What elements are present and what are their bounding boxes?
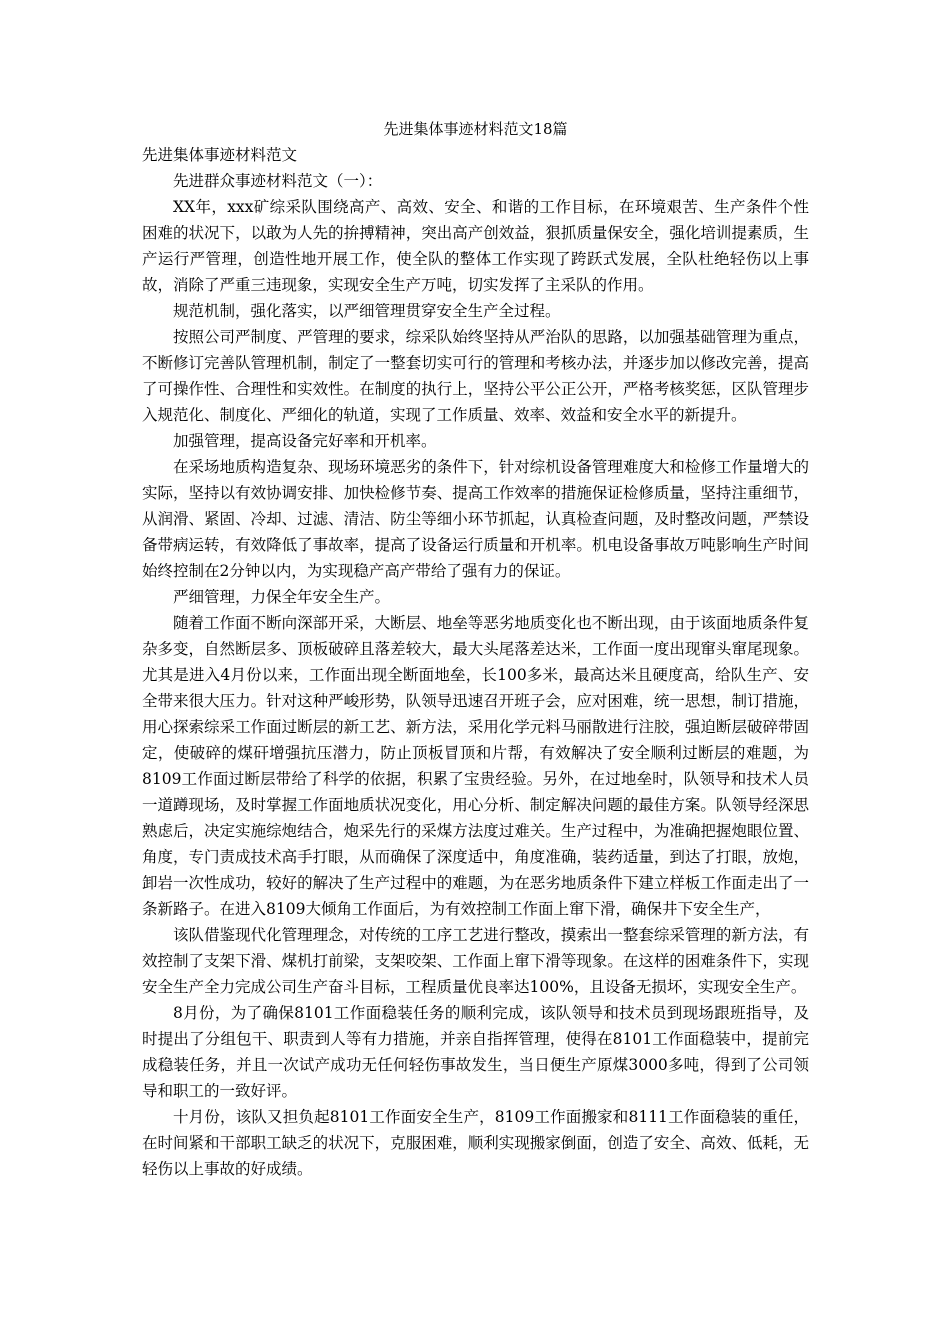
document-title: 先进集体事迹材料范文18篇 bbox=[383, 120, 568, 138]
paragraph: 在采场地质构造复杂、现场环境恶劣的条件下，针对综机设备管理难度大和检修工作量增大的实际，坚持以有效协调安排、加快检修节奏、提高工作效率的措施保证检修质量，坚持注重细节，从润滑、紧固、冷却、过滤、清洁、防尘等细小环节抓起，认真检查问题，及时整改问题，严禁设备带病运转，有效降低了事故率，提高了设备运行质量和开机率。机电设备事故万吨影响生产时间始终控制在2分钟以内，为实现稳产高产带给了强有力的保证。 bbox=[142, 458, 809, 580]
section-heading: 规范机制，强化落实，以严细管理贯穿安全生产全过程。 bbox=[173, 302, 561, 320]
paragraph: 8月份，为了确保8101工作面稳装任务的顺利完成，该队领导和技术员到现场跟班指导，及时提出了分组包干、职责到人等有力措施，并亲自指挥管理，使得在8101工作面稳装中，提前完成稳装任务，并且一次试产成功无任何轻伤事故发生，当日便生产原煤3000多吨，得到了公司领导和职工的一致好评。 bbox=[142, 1004, 809, 1100]
document-subtitle: 先进集体事迹材料范文 bbox=[142, 146, 298, 164]
paragraph: 十月份，该队又担负起8101工作面安全生产，8109工作面搬家和8111工作面稳装的重任，在时间紧和干部职工缺乏的状况下，克服困难，顺利实现搬家倒面，创造了安全、高效、低耗，无轻伤以上事故的好成绩。 bbox=[142, 1108, 809, 1178]
paragraph: 该队借鉴现代化管理理念，对传统的工序工艺进行整改，摸索出一整套综采管理的新方法，有效控制了支架下滑、煤机打前梁，支架咬架、工作面上窜下滑等现象。在这样的困难条件下，实现安全生产全力完成公司生产奋斗目标，工程质量优良率达100%，且设备无损坏，实现安全生产。 bbox=[142, 926, 809, 996]
section-heading: 加强管理，提高设备完好率和开机率。 bbox=[173, 432, 437, 450]
paragraph: XX年，xxx矿综采队围绕高产、高效、安全、和谐的工作目标，在环境艰苦、生产条件个性困难的状况下，以敢为人先的拚搏精神，突出高产创效益，狠抓质量保安全，强化培训提素质，生产运行严管理，创造性地开展工作，使全队的整体工作实现了跨跃式发展，全队杜绝轻伤以上事故，消除了严重三违现象，实现安全生产万吨，切实发挥了主采队的作用。 bbox=[142, 198, 809, 294]
paragraph: 按照公司严制度、严管理的要求，综采队始终坚持从严治队的思路，以加强基础管理为重点，不断修订完善队管理机制，制定了一整套切实可行的管理和考核办法，并逐步加以修改完善，提高了可操作性、合理性和实效性。在制度的执行上，坚持公平公正公开，严格考核奖惩，区队管理步入规范化、制度化、严细化的轨道，实现了工作质量、效率、效益和安全水平的新提升。 bbox=[142, 328, 809, 424]
section-heading: 严细管理，力保全年安全生产。 bbox=[173, 588, 391, 606]
section-heading: 先进群众事迹材料范文（一）： bbox=[173, 172, 383, 190]
document-body bbox=[142, 116, 809, 1182]
paragraph: 随着工作面不断向深部开采，大断层、地垒等恶劣地质变化也不断出现，由于该面地质条件复杂多变，自然断层多、顶板破碎且落差较大，最大头尾落差达米，工作面一度出现窜头窜尾现象。尤其是进入4月份以来，工作面出现全断面地垒，长100多米，最高达米且硬度高，给队生产、安全带来很大压力。针对这种严峻形势，队领导迅速召开班子会，应对困难，统一思想，制订措施，用心探索综采工作面过断层的新工艺、新方法，采用化学元料马丽散进行注胶，强迫断层破碎带固定，使破碎的煤矸增强抗压潜力，防止顶板冒顶和片帮，有效解决了安全顺利过断层的难题，为8109工作面过断层带给了科学的依据，积累了宝贵经验。另外，在过地垒时，队领导和技术人员一道蹲现场，及时掌握工作面地质状况变化，用心分析、制定解决问题的最佳方案。队领导经深思熟虑后，决定实施综炮结合，炮采先行的采煤方法度过难关。生产过程中，为准确把握炮眼位置、角度，专门责成技术高手打眼，从而确保了深度适中，角度准确，装药适量，到达了打眼，放炮，卸岩一次性成功，较好的解决了生产过程中的难题，为在恶劣地质条件下建立样板工作面走出了一条新路子。在进入8109大倾角工作面后，为有效控制工作面上窜下滑，确保井下安全生产， bbox=[142, 614, 809, 918]
